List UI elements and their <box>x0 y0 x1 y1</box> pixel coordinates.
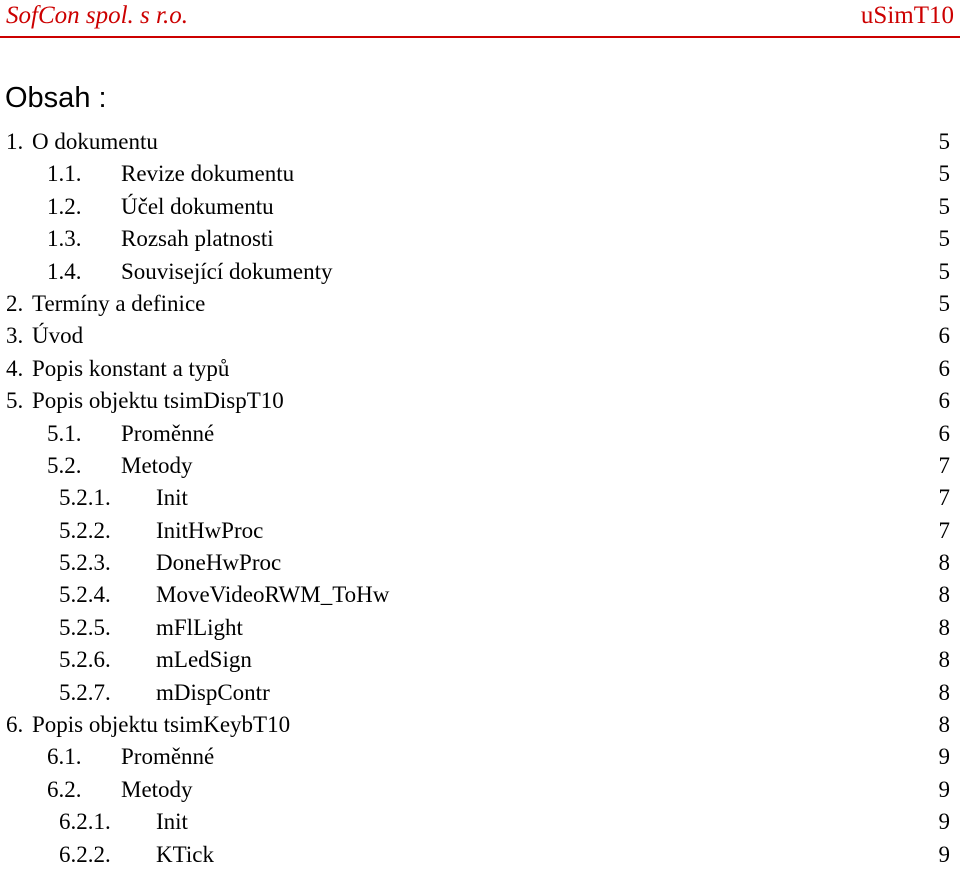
toc-entry-number: 3. <box>6 323 24 349</box>
toc-entry[interactable] <box>0 385 960 417</box>
toc-entry-number: 6.1. <box>47 744 82 770</box>
toc-entry-title: Proměnné <box>121 420 215 446</box>
toc-entry-title: KTick <box>156 841 214 867</box>
toc-entry-page: 7 <box>938 452 950 478</box>
toc-entry-number: 5.2. <box>47 452 82 478</box>
toc-entry[interactable] <box>0 320 960 352</box>
toc-entry-title: Revize dokumentu <box>121 161 295 187</box>
toc-entry-title: Metody <box>121 452 193 478</box>
toc-entry-number: 5.2.2. <box>59 517 111 543</box>
toc-entry-number: 6.2.2. <box>59 841 111 867</box>
toc-entry-page: 7 <box>938 517 950 543</box>
toc-entry[interactable] <box>0 774 960 806</box>
toc-entry[interactable] <box>0 709 960 741</box>
page-header <box>0 0 960 40</box>
toc-entry[interactable] <box>0 515 960 547</box>
toc-entry-number: 5.2.6. <box>59 647 111 673</box>
toc-entry-title: Init <box>156 485 188 511</box>
toc-entry[interactable] <box>0 839 960 871</box>
toc-entry-title: O dokumentu <box>32 129 158 154</box>
toc-entry-title: Termíny a definice <box>32 290 206 316</box>
toc-entry-page: 8 <box>938 614 950 640</box>
toc-entry-page: 8 <box>938 550 950 576</box>
toc-entry[interactable] <box>0 450 960 482</box>
toc-entry-number: 5. <box>6 388 24 414</box>
table-of-contents <box>0 126 960 871</box>
toc-entry[interactable] <box>0 644 960 676</box>
toc-entry[interactable] <box>0 741 960 773</box>
toc-entry-title: Init <box>156 809 188 835</box>
toc-entry-number: 5.1. <box>47 420 82 446</box>
toc-entry[interactable] <box>0 223 960 255</box>
toc-entry-number: 1.1. <box>47 161 82 187</box>
toc-entry-page: 8 <box>938 679 950 705</box>
company-name: SofCon spol. s r.o. <box>6 2 188 29</box>
toc-entry[interactable] <box>0 353 960 385</box>
toc-entry[interactable] <box>0 547 960 579</box>
toc-entry-number: 5.2.3. <box>59 550 111 576</box>
toc-entry-page: 7 <box>938 485 950 511</box>
toc-entry[interactable] <box>0 288 960 320</box>
toc-entry-title: MoveVideoRWM_ToHw <box>156 582 390 608</box>
toc-entry-number: 1.2. <box>47 193 82 219</box>
toc-entry-number: 2. <box>6 290 24 316</box>
toc-entry-number: 6. <box>6 712 24 738</box>
toc-entry-number: 6.2.1. <box>59 809 111 835</box>
toc-entry-title: Popis objektu tsimDispT10 <box>32 388 284 414</box>
toc-entry-title: Účel dokumentu <box>121 193 274 219</box>
toc-entry-number: 1.4. <box>47 258 82 284</box>
toc-entry-title: Popis objektu tsimKeybT10 <box>32 712 291 738</box>
toc-entry-page: 9 <box>938 841 950 867</box>
toc-entry-page: 5 <box>938 290 950 316</box>
toc-entry[interactable] <box>0 612 960 644</box>
toc-entry-number: 5.2.1. <box>59 485 111 511</box>
toc-entry-page: 6 <box>938 420 950 446</box>
toc-entry-title: Metody <box>121 776 193 802</box>
toc-entry-number: 5.2.5. <box>59 614 111 640</box>
toc-entry[interactable] <box>0 482 960 514</box>
toc-entry[interactable] <box>0 579 960 611</box>
toc-entry-number: 5.2.4. <box>59 582 111 608</box>
toc-entry-title: Související dokumenty <box>121 258 333 284</box>
toc-title: Obsah : <box>5 82 107 114</box>
toc-entry-page: 8 <box>938 582 950 608</box>
toc-entry[interactable] <box>0 256 960 288</box>
toc-entry-page: 8 <box>938 647 950 673</box>
toc-entry-title: Popis konstant a typů <box>32 355 230 381</box>
toc-entry-number: 1.3. <box>47 226 82 252</box>
toc-entry-page: 5 <box>938 129 950 154</box>
toc-entry-number: 1. <box>6 129 24 154</box>
product-name: uSimT10 <box>860 2 954 29</box>
toc-entry-page: 9 <box>938 809 950 835</box>
toc-entry-number: 5.2.7. <box>59 679 111 705</box>
toc-entry-title: DoneHwProc <box>156 550 282 576</box>
toc-entry-page: 5 <box>938 193 950 219</box>
toc-entry-title: Rozsah platnosti <box>121 226 274 252</box>
toc-entry-page: 5 <box>938 258 950 284</box>
toc-entry-page: 5 <box>938 226 950 252</box>
toc-entry[interactable] <box>0 806 960 838</box>
toc-entry-page: 6 <box>938 355 950 381</box>
toc-entry[interactable] <box>0 418 960 450</box>
toc-entry-title: InitHwProc <box>156 517 264 543</box>
toc-entry[interactable] <box>0 677 960 709</box>
toc-entry-page: 8 <box>938 712 950 738</box>
toc-entry-number: 6.2. <box>47 776 82 802</box>
toc-entry-page: 9 <box>938 776 950 802</box>
toc-entry-title: mFlLight <box>156 614 243 640</box>
toc-entry-page: 6 <box>938 388 950 414</box>
toc-entry[interactable] <box>0 191 960 223</box>
header-divider <box>0 36 960 38</box>
toc-entry-title: Proměnné <box>121 744 215 770</box>
toc-entry[interactable] <box>0 158 960 190</box>
toc-entry-title: Úvod <box>32 323 84 349</box>
toc-entry-number: 4. <box>6 355 24 381</box>
toc-entry-page: 5 <box>938 161 950 187</box>
toc-entry[interactable] <box>0 126 960 158</box>
toc-entry-title: mLedSign <box>156 647 252 673</box>
toc-entry-page: 9 <box>938 744 950 770</box>
toc-entry-title: mDispContr <box>156 679 270 705</box>
toc-entry-page: 6 <box>938 323 950 349</box>
